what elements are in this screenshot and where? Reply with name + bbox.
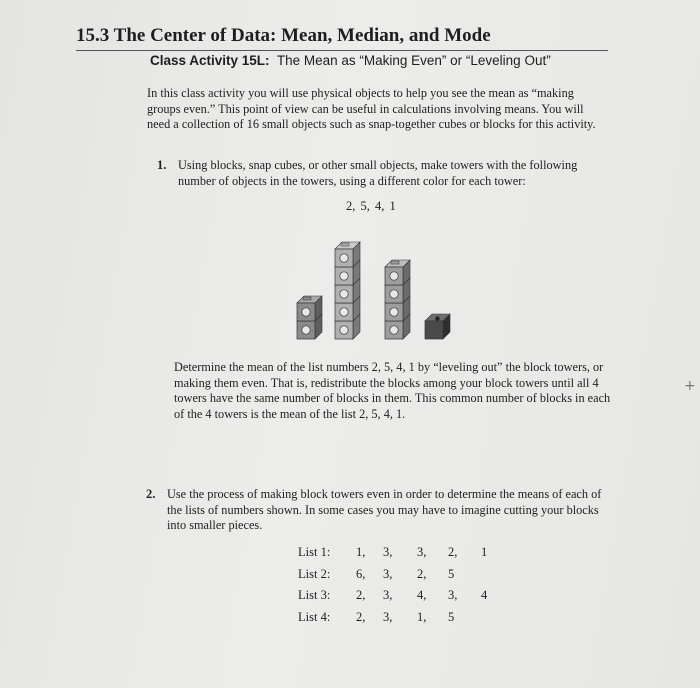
list-value: 2, (448, 545, 458, 559)
list-value: 1, (356, 545, 366, 559)
question-1-text: Using blocks, snap cubes, or other small objects, make towers with the following number of objects in the towers, using a different color for each tower: (178, 158, 578, 188)
list-label: List 1: (298, 545, 331, 559)
question-1-number: 1. (157, 158, 167, 172)
snap-cube-hole (340, 326, 348, 334)
snap-cube (425, 321, 443, 339)
snap-cube-hole (302, 308, 310, 316)
snap-cube-hole (302, 326, 310, 334)
margin-mark: + (684, 378, 696, 394)
chapter-title: 15.3 The Center of Data: Mean, Median, and Mode (76, 25, 491, 46)
intro-paragraph: In this class activity you will use physical objects to help you see the mean as “making groups even.” This point of view can be useful in calculations involving means. You will need a collection of 16 small objects such as snap-together cubes or blocks for this activity. (147, 86, 596, 131)
activity-label: Class Activity 15L: (150, 53, 270, 68)
question-2-number: 2. (146, 487, 156, 501)
snap-cube-hole (340, 254, 348, 262)
activity-name: The Mean as “Making Even” or “Leveling Out” (276, 53, 551, 68)
list-value: 5 (448, 609, 455, 624)
list-value: 4 (481, 588, 488, 602)
title-rule (76, 50, 608, 51)
list-value: 3, (383, 566, 393, 581)
snap-cube-hole (340, 272, 348, 280)
list-label: List 3: (298, 588, 331, 602)
list-value: 3, (383, 588, 393, 602)
snap-cube-hole (390, 290, 398, 298)
snap-cube-knob (391, 261, 399, 264)
list-value: 2, (417, 566, 427, 581)
snap-cube-hole (340, 308, 348, 316)
list-label: List 2: (298, 566, 331, 581)
snap-cube-knob (341, 243, 349, 246)
snap-cube-hole (435, 316, 439, 320)
block-towers-figure (285, 215, 465, 345)
list-value: 1, (417, 609, 427, 624)
list-value: 3, (383, 545, 393, 559)
tower-numbers: 2, 5, 4, 1 (346, 199, 396, 213)
question-1-followup: Determine the mean of the list numbers 2, 5, 4, 1 by “leveling out” the block towers, or making them even. That is, redistribute the blocks among your block towers until all 4 towers have the same number of blocks in them. This common number of blocks in each of the 4 towers is the mean of the list 2, 5, 4, 1. (174, 360, 611, 421)
snap-cube-knob (303, 297, 311, 300)
question-2-text: Use the process of making block towers even in order to determine the means of each of the lists of numbers shown. In some cases you may have to imagine cutting your blocks into smaller pieces. (167, 487, 602, 532)
snap-cube-hole (340, 290, 348, 298)
list-value: 2, (356, 588, 366, 602)
snap-cube-hole (390, 272, 398, 280)
list-value: 5 (448, 566, 455, 581)
activity-title (150, 53, 551, 68)
snap-cube-hole (390, 308, 398, 316)
list-value: 1 (481, 545, 488, 559)
list-value: 3, (417, 545, 427, 559)
snap-cube-hole (390, 326, 398, 334)
list-value: 6, (356, 566, 366, 581)
list-value: 2, (356, 609, 366, 624)
list-value: 4, (417, 588, 427, 602)
list-value: 3, (448, 588, 458, 602)
list-value: 3, (383, 609, 393, 624)
list-label: List 4: (298, 609, 331, 624)
